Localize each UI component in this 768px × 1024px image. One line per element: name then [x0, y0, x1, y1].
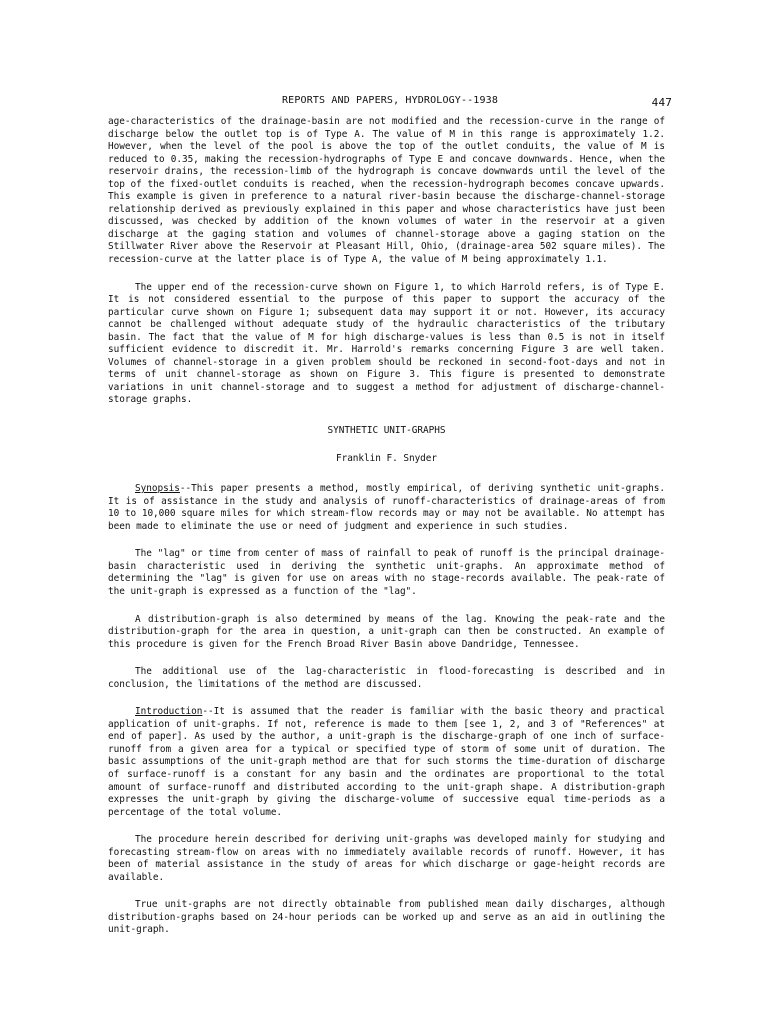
- procedure-paragraph: The procedure herein described for deriving unit-graphs was developed mainly for studying and forecasting stream-flow on areas with no immediately available records of runoff. However, it has been of material assistance in the study of areas for which discharge or gage-height records are available.: [108, 834, 665, 883]
- synopsis-text: --This paper presents a method, mostly empirical, of deriving synthetic unit-graphs. It is of assistance in the study and analysis of runoff-characteristics of drainage-areas of from 10 to 10,000 square miles for which stream-flow records may or may not be available. No attempt has been made to eliminate the use or need of judgment and experience in such studies.: [108, 483, 665, 532]
- paragraph-harrold-response: The upper end of the recession-curve shown on Figure 1, to which Harrold refers, is of Type E. It is not considered essential to the purpose of this paper to support the accuracy of the particular curve shown on Figure 1; subsequent data may support it or not. However, its accuracy cannot be challenged without adequate study of the hydraulic characteristics of the tributary basin. The fact that the value of M for high discharge-values is less than 0.5 is not in itself sufficient evidence to discredit it. Mr. Harrold's remarks concerning Figure 3 are well taken. Volumes of channel-storage in a given problem should be reckoned in second-foot-days and not in terms of unit channel-storage as shown on Figure 3. This figure is presented to demonstrate variations in unit channel-storage and to suggest a method for adjustment of discharge-channel-storage graphs.: [108, 281, 665, 406]
- introduction-paragraph: [108, 706, 665, 819]
- synopsis-label: Synopsis: [135, 483, 180, 495]
- document-body: [108, 116, 665, 952]
- introduction-text: --It is assumed that the reader is familiar with the basic theory and practical application of unit-graphs. If not, reference is made to them [see 1, 2, and 3 of "References" at end of paper]. As used by the author, a unit-graph is the discharge-graph of one inch of surface-runoff from a given area for a typical or specified type of storm of some unit of duration. The basic assumptions of the unit-graph method are that for such storms the time-duration of discharge of surface-runoff is a constant for any basin and the ordinates are proportional to the total amount of surface-runoff and distributed according to the unit-graph shape. A distribution-graph expresses the unit-graph by giving the discharge-volume of successive equal time-periods as a percentage of the total volume.: [108, 706, 665, 818]
- paragraph-continuation: age-characteristics of the drainage-basin are not modified and the recession-curve in the range of discharge below the outlet top is of Type A. The value of M in this range is approximately 1.2. However, when the level of the pool is above the top of the outlet conduits, the value of M is reduced to 0.35, making the recession-hydrographs of Type E and concave downwards. Hence, when the reservoir drains, the recession-limb of the hydrograph is concave downwards until the level of the top of the fixed-outlet conduits is reached, when the recession-hydrograph becomes concave upwards. This example is given in preference to a natural river-basin because the discharge-channel-storage relationship derived as previously explained in this paper and whose characteristics have just been discussed, was checked by addition of the known volumes of water in the reservoir at a given discharge at the gaging station and volumes of channel-storage above a gaging station on the Stillwater River above the Reservoir at Pleasant Hill, Ohio, (drainage-area 502 square miles). The recession-curve at the latter place is of Type A, the value of M being approximately 1.1.: [108, 116, 665, 266]
- synopsis-paragraph: [108, 483, 665, 533]
- running-header: [108, 95, 672, 111]
- introduction-label: Introduction: [135, 706, 203, 718]
- flood-forecasting-paragraph: The additional use of the lag-characteristic in flood-forecasting is described and in conclusion, the limitations of the method are discussed.: [108, 666, 665, 690]
- running-title: REPORTS AND PAPERS, HYDROLOGY--1938: [282, 95, 498, 106]
- page-number: 447: [651, 96, 672, 109]
- section-title: SYNTHETIC UNIT-GRAPHS: [327, 425, 446, 437]
- lag-paragraph: The "lag" or time from center of mass of rainfall to peak of runoff is the principal drainage-basin characteristic used in deriving the synthetic unit-graphs. An approximate method of determining the "lag" is given for use on areas with no stage-records available. The peak-rate of the unit-graph is expressed as a function of the "lag".: [108, 548, 665, 597]
- author-name: Franklin F. Snyder: [335, 452, 438, 464]
- distribution-graph-paragraph: A distribution-graph is also determined by means of the lag. Knowing the peak-rate and the distribution-graph for the area in question, a unit-graph can then be constructed. An example of this procedure is given for the French Broad River Basin above Dandridge, Tennessee.: [108, 613, 665, 650]
- true-unit-graphs-paragraph: True unit-graphs are not directly obtainable from published mean daily discharges, although distribution-graphs based on 24-hour periods can be worked up and serve as an aid in outlining the unit-graph.: [108, 899, 665, 936]
